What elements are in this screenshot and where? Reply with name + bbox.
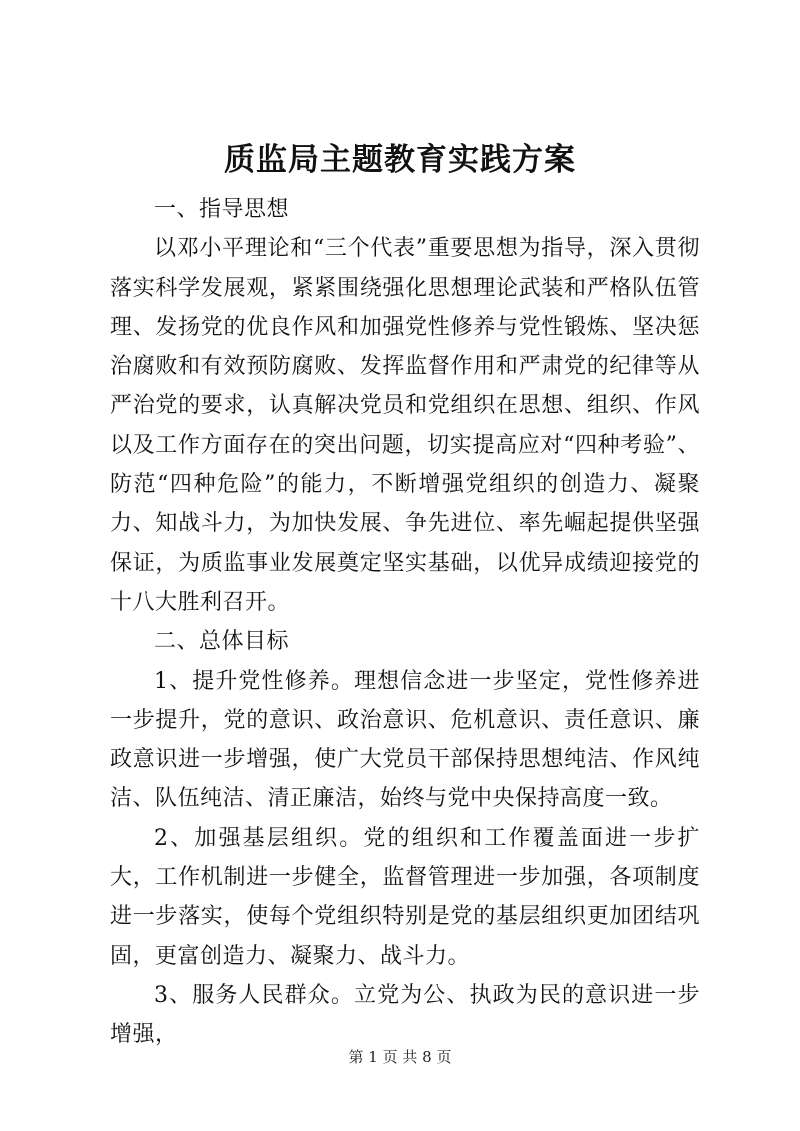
paragraph-guiding-thought: 以邓小平理论和“三个代表”重要思想为指导，深入贯彻落实科学发展观，紧紧围绕强化思想理论武装和严格队伍管理、发扬党的优良作风和加强党性修养与党性锻炼、坚决惩治腐败和有效预防腐败、发挥监督作用和严肃党的纪律等从严治党的要求，认真解决党员和党组织在思想、组织、作风以及工作方面存在的突出问题，切实提高应对“四种考验”、防范“四种危险”的能力，不断增强党组织的创造力、凝聚力、知战斗力，为加快发展、争先进位、率先崛起提供坚强保证，为质监事业发展奠定坚实基础，以优异成绩迎接党的十八大胜利召开。 [110, 236, 700, 615]
section-heading-overall-goals: 二、总体目标 [154, 629, 290, 655]
document-title: 质监局主题教育实践方案 [224, 142, 576, 178]
section-heading-guiding-thought: 一、指导思想 [154, 197, 290, 222]
paragraph-goal-2: 2、加强基层组织。党的组织和工作覆盖面进一步扩大，工作机制进一步健全，监督管理进一步加强，各项制度进一步落实，使每个党组织特别是党的基层组织更加团结巩固，更富创造力、凝聚力、战斗力。 [110, 825, 700, 969]
paragraph-goal-3: 3、服务人民群众。立党为公、执政为民的意识进一步增强， [110, 982, 700, 1048]
page-footer: 第 1 页 共 8 页 [348, 1048, 452, 1066]
paragraph-goal-1: 1、提升党性修养。理想信念进一步坚定，党性修养进一步提升，党的意识、政治意识、危机意识、责任意识、廉政意识进一步增强，使广大党员干部保持思想纯洁、作风纯洁、队伍纯洁、清正廉洁，始终与党中央保持高度一致。 [110, 668, 700, 812]
document-body [110, 190, 700, 1055]
